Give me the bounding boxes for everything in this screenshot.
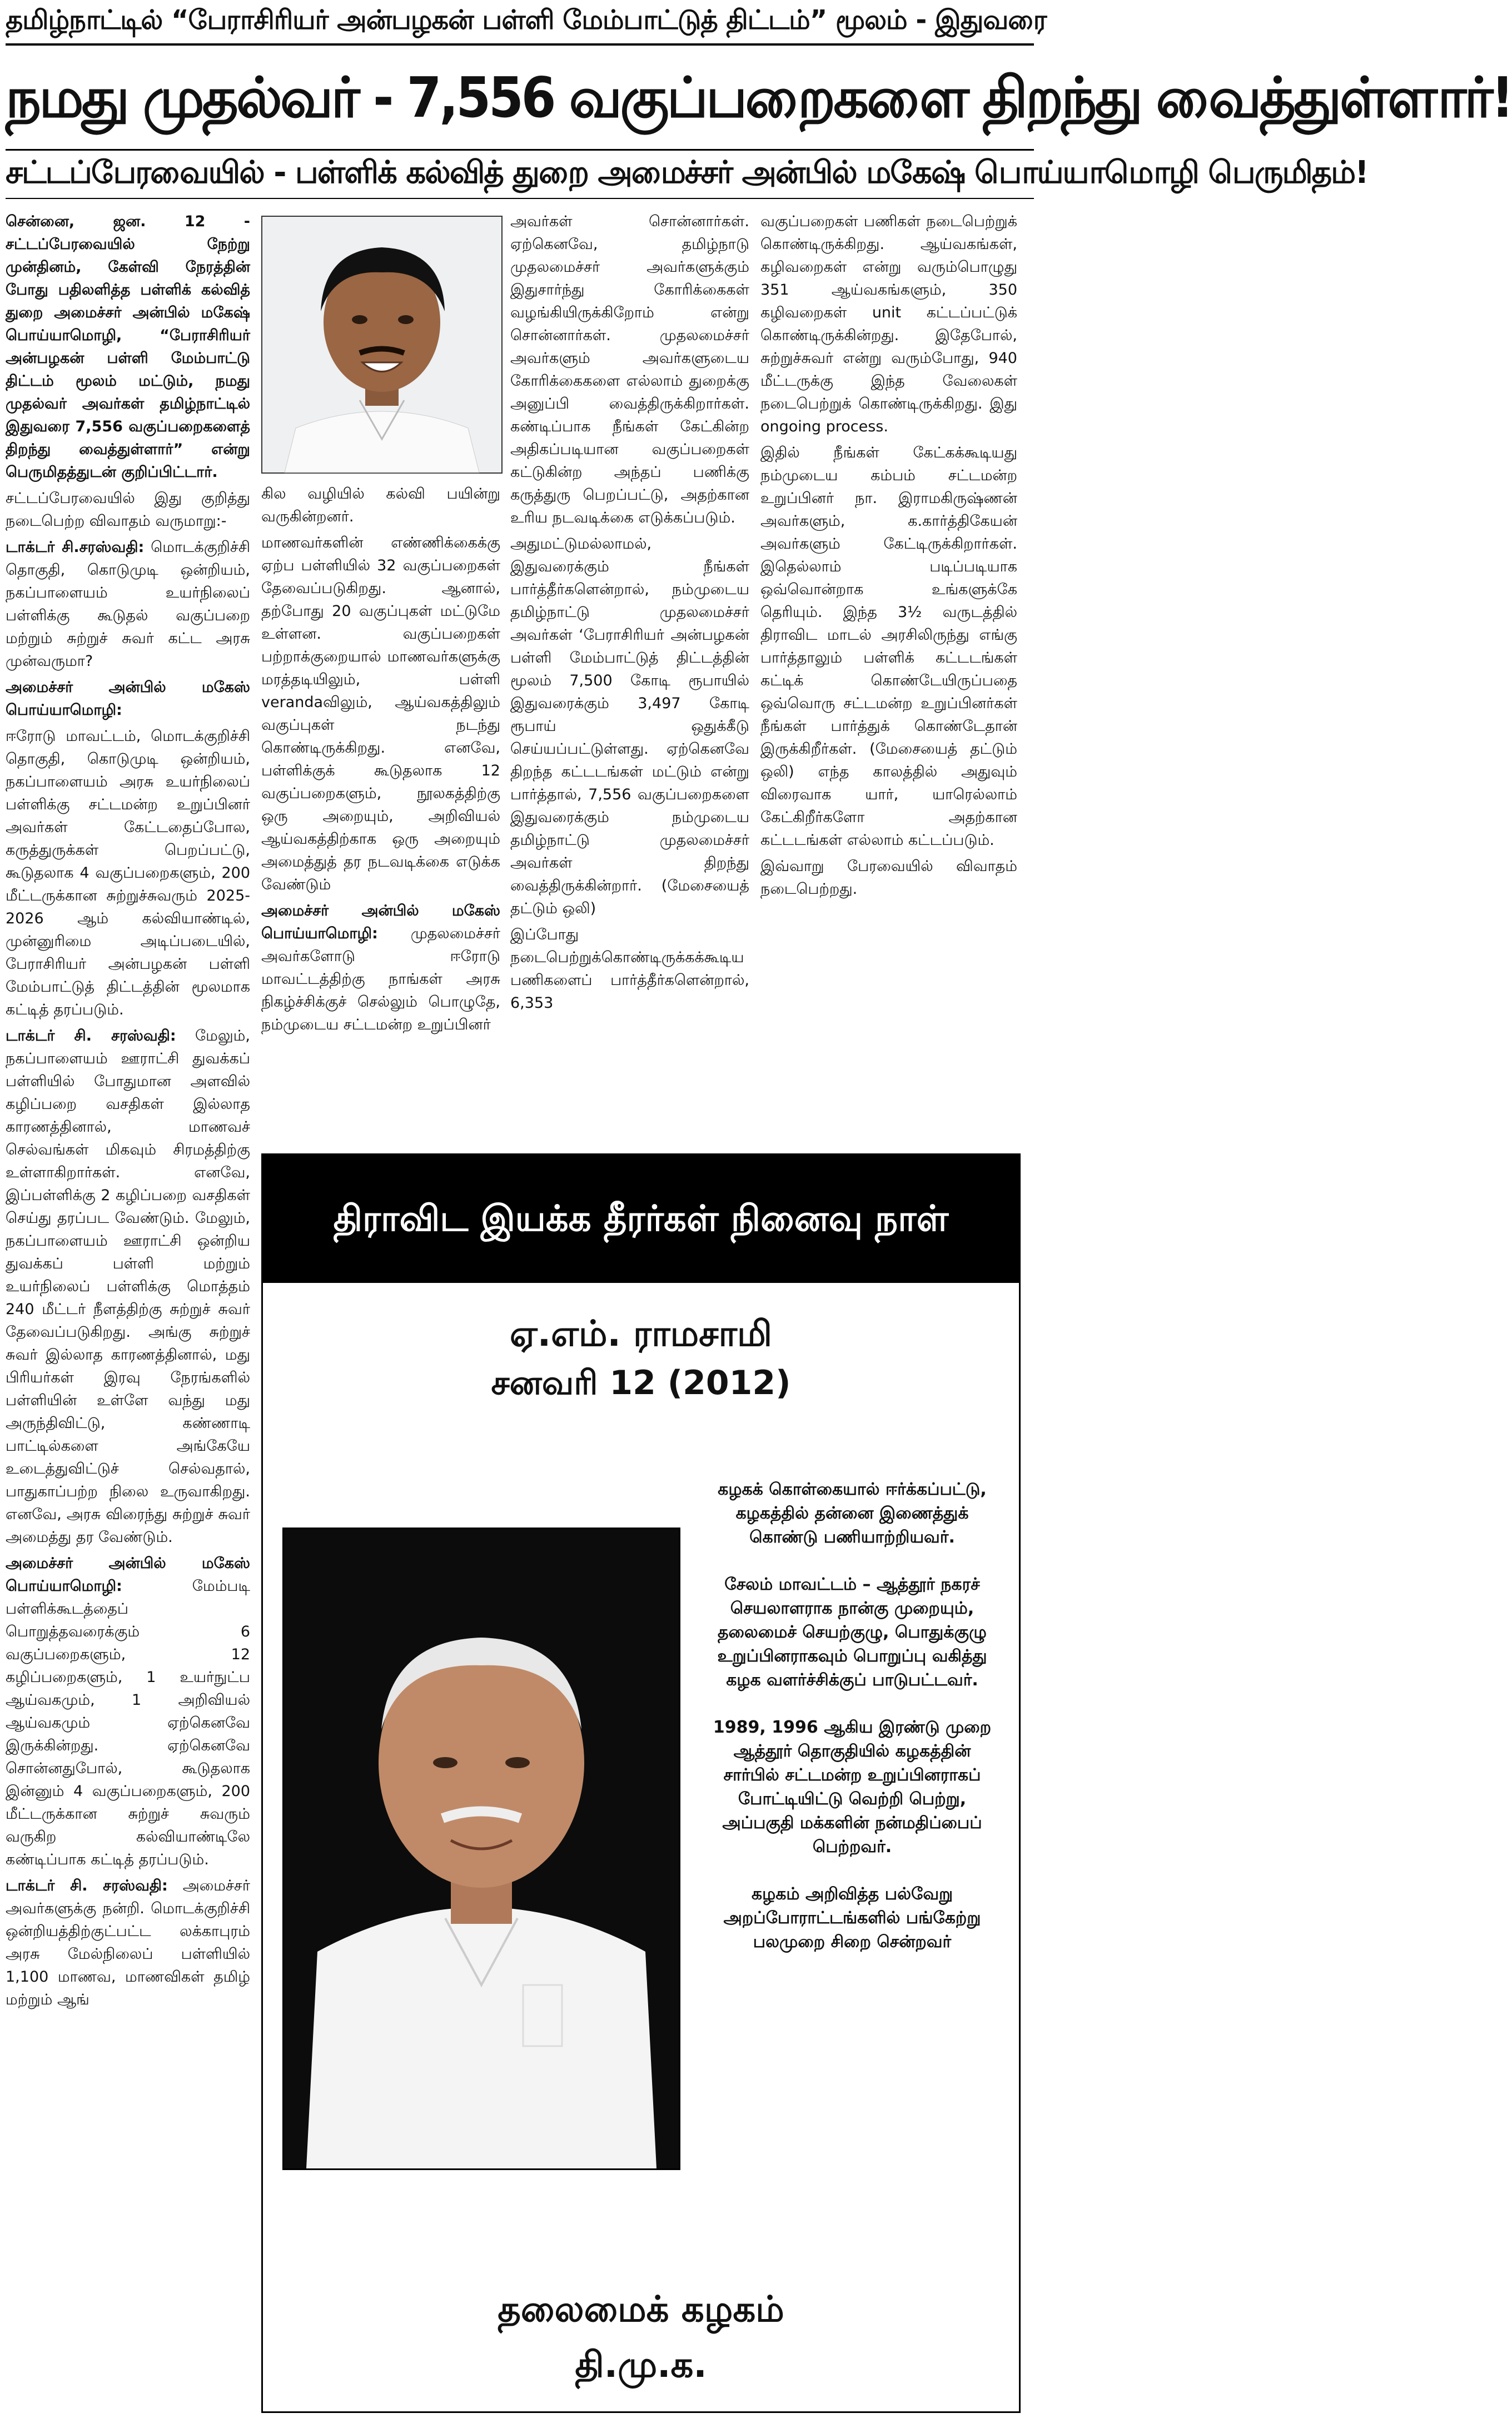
speech-text: அமைச்சர் அவர்களுக்கு நன்றி. மொடக்குறிச்சி ஒன்றியத்திற்குட்பட்ட லக்காபுரம் அரசு மேல்நிலைப் பள்ளியில் 1,100 மாணவ, மாணவிகள் தமிழ் மற்றும் ஆங் xyxy=(6,1877,250,2008)
speaker-heading: அமைச்சர் அன்பில் மகேஸ் பொய்யாமொழி: xyxy=(6,679,250,719)
speech-text: முதலமைச்சர் அவர்களோடு ஈரோடு மாவட்டத்திற்கு நாங்கள் அரசு நிகழ்ச்சிக்குச் செல்லும் பொழுதே, நம்முடைய சட்டமன்ற உறுப்பினர் xyxy=(261,925,500,1033)
article-paragraph: ஈரோடு மாவட்டம், மொடக்குறிச்சி தொகுதி, கொடுமுடி ஒன்றியம், நகப்பாளையம் அரசு உயர்நிலைப் பள்ளிக்கு சட்டமன்ற உறுப்பினர் அவர்கள் கேட்டதைப்போல, கருத்துருக்கள் பெறப்பட்டு, கூடுதலாக 4 வகுப்பறைகளும், 200 மீட்டருக்கான சுற்றுச்சுவரும் 2025-2026 ஆம் கல்வியாண்டில், முன்னுரிமை அடிப்படையில், பேராசிரியர் அன்பழகன் பள்ளி மேம்பாட்டுத் திட்டத்தின் மூலமாக கட்டித் தரப்படும். xyxy=(6,728,250,1018)
memorial-date: சனவரி 12 (2012) xyxy=(491,1364,791,1402)
speaker-name: அமைச்சர் அன்பில் மகேஸ் பொய்யாமொழி: xyxy=(261,902,500,942)
subheadline-rule xyxy=(6,198,1034,199)
speech-text: மேம்படி பள்ளிக்கூடத்தைப் பொறுத்தவரைக்கும் 6 வகுப்பறைகளும், 12 கழிப்பறைகளும், 1 உயர்நுட்ப ஆய்வகமும், 1 அறிவியல் ஆய்வகமும் ஏற்கெனவே இருக்கின்றது. ஏற்கெனவே சொன்னதுபோல், கூடுதலாக இன்னும் 4 வகுப்பறைகளும், 200 மீட்டருக்கான சுற்றுச் சுவரும் வருகிற கல்வியாண்டிலே கண்டிப்பாக கட்டித் தரப்படும். xyxy=(6,1578,250,1868)
speaker-name: அமைச்சர் அன்பில் மகேஸ் பொய்யாமொழி: xyxy=(6,1555,250,1595)
speaker-name: டாக்டர் சி. சரஸ்வதி: xyxy=(6,1877,168,1894)
lead-paragraph: சென்னை, ஜன. 12 - சட்டப்பேரவையில் நேற்று முன்தினம், கேள்வி நேரத்தின் போது பதிலளித்த பள்ளிக் கல்வித் துறை அமைச்சர் அன்பில் மகேஷ் பொய்யாமொழி, “பேராசிரியர் அன்பழகன் பள்ளி மேம்பாட்டு திட்டம் மூலம் மட்டும், நமது முதல்வர் அவர்கள் தமிழ்நாட்டில் இதுவரை 7,556 வகுப்பறைகளைத் திறந்து வைத்துள்ளார்” என்று பெருமிதத்துடன் குறிப்பிட்டார். xyxy=(6,213,250,481)
speech-paragraph xyxy=(6,1552,250,1871)
article-paragraph: இப்போது நடைபெற்றுக்கொண்டிருக்கக்கூடிய பணிகளைப் பார்த்தீர்களென்றால், 6,353 xyxy=(510,926,749,1012)
article-column-3 xyxy=(510,210,749,1144)
article-paragraph: சட்டப்பேரவையில் இது குறித்து நடைபெற்ற விவாதம் வருமாறு:- xyxy=(6,490,250,530)
speaker-name: டாக்டர் சி.சரஸ்வதி: xyxy=(6,539,145,556)
memorial-footer-party: தி.மு.க. xyxy=(575,2345,707,2386)
bio-paragraph: கழகக் கொள்கையால் ஈர்க்கப்பட்டு, கழகத்தில் தன்னை இணைத்துக் கொண்டு பணியாற்றியவர். xyxy=(718,1480,987,1547)
speech-text: மேலும், நகப்பாளையம் ஊராட்சி துவக்கப் பள்ளியில் போதுமான அளவில் கழிப்பறை வசதிகள் இல்லாத காரணத்தினால், மாணவச் செல்வங்கள் மிகவும் சிரமத்திற்கு உள்ளாகிறார்கள். எனவே, இப்பள்ளிக்கு 2 கழிப்பறை வசதிகள் செய்து தரப்பட வேண்டும். மேலும், நகப்பாளையம் ஊராட்சி ஒன்றிய துவக்கப் பள்ளி மற்றும் உயர்நிலைப் பள்ளிக்கு மொத்தம் 240 மீட்டர் நீளத்திற்கு சுற்றுச் சுவர் தேவைப்படுகிறது. அங்கு சுற்றுச் சுவர் இல்லாத காரணத்தினால், மது பிரியர்கள் இரவு நேரங்களில் பள்ளியின் உள்ளே வந்து மது அருந்திவிட்டு, கண்ணாடி பாட்டில்களை அங்கேயே உடைத்துவிட்டுச் செல்வதால், பாதுகாப்பற்ற நிலை உருவாகிறது. எனவே, அரசு விரைந்து சுற்றுச் சுவர் அமைத்து தர வேண்டும். xyxy=(6,1027,250,1546)
memorial-footer-org: தலைமைக் கழகம் xyxy=(498,2289,784,2330)
article-paragraph: இதில் நீங்கள் கேட்கக்கூடியது நம்முடைய கம்பம் சட்டமன்ற உறுப்பினர் நா. இராமகிருஷ்ணன் அவர்களும், க.கார்த்திகேயன் அவர்களும் கேட்டிருக்கிறார்கள். இதெல்லாம் படிப்படியாக ஒவ்வொன்றாக உங்களுக்கே தெரியும். இந்த 3½ வருடத்தில் திராவிட மாடல் அரசிலிருந்து எங்கு பார்த்தாலும் பள்ளிக் கட்டடங்கள் கட்டிக் கொண்டேயிருப்பதை ஒவ்வொரு சட்டமன்ற உறுப்பினர்கள் நீங்கள் பார்த்துக் கொண்டேதான் இருக்கிறீர்கள். (மேசையைத் தட்டும் ஒலி) எந்த காலத்தில் அதுவும் விரைவாக யார், யாரெல்லாம் கேட்கிறீர்களோ அதற்கான கட்டடங்கள் எல்லாம் கட்டப்படும். xyxy=(760,444,1017,849)
article-column-4 xyxy=(760,210,1017,1144)
speaker-name: டாக்டர் சி. சரஸ்வதி: xyxy=(6,1027,176,1044)
speech-paragraph xyxy=(6,1024,250,1549)
article-paragraph: அவர்கள் சொன்னார்கள். ஏற்கெனவே, தமிழ்நாடு முதலமைச்சர் அவர்களுக்கும் இதுசார்ந்து கோரிக்கைகள் வழங்கியிருக்கிறோம் என்று சொன்னார்கள். முதலமைச்சர் அவர்களும் அவர்களுடைய கோரிக்கைகளை எல்லாம் துறைக்கு அனுப்பி வைத்திருக்கிறார்கள். கண்டிப்பாக நீங்கள் கேட்கின்ற அதிகப்படியான வகுப்பறைகள் கட்டுகின்ற அந்தப் பணிக்கு கருத்துரு பெறப்பட்டு, அதற்கான உரிய நடவடிக்கை எடுக்கப்படும். xyxy=(510,213,749,526)
speech-paragraph xyxy=(6,1874,250,2011)
memorial-advertisement xyxy=(261,1153,1021,2413)
memorial-person-name: ஏ.எம். ராமசாமி xyxy=(509,1314,773,1355)
headline: நமது முதல்வர் - 7,556 வகுப்பறைகளை திறந்து வைத்துள்ளார்! xyxy=(6,65,1512,130)
article-paragraph: இவ்வாறு பேரவையில் விவாதம் நடைபெற்றது. xyxy=(760,858,1017,898)
speech-text: மொடக்குறிச்சி தொகுதி, கொடுமுடி ஒன்றியம், நகப்பாளையம் உயர்நிலைப் பள்ளிக்கு கூடுதல் வகுப்பறை மற்றும் சுற்றுச் சுவர் கட்ட அரசு முன்வருமா? xyxy=(6,539,250,670)
bio-paragraph: 1989, 1996 ஆகிய இரண்டு முறை ஆத்தூர் தொகுதியில் கழகத்தின் சார்பில் சட்டமன்ற உறுப்பினராகப் போட்டியிட்டு வெற்றி பெற்று, அப்பகுதி மக்களின் நன்மதிப்பைப் பெற்றவர். xyxy=(713,1718,992,1857)
memorial-portrait-image xyxy=(284,1529,679,2168)
article-column-1 xyxy=(6,210,250,2412)
article-paragraph: அதுமட்டுமல்லாமல், இதுவரைக்கும் நீங்கள் பார்த்தீர்களென்றால், நம்முடைய தமிழ்நாட்டு முதலமைச்சர் அவர்கள் ‘பேராசிரியர் அன்பழகன் பள்ளி மேம்பாட்டுத் திட்டத்தின் மூலம் 7,500 கோடி ரூபாயில் இதுவரைக்கும் 3,497 கோடி ரூபாய் ஒதுக்கீடு செய்யப்பட்டுள்ளது. ஏற்கெனவே திறந்த கட்டடங்கள் மட்டும் என்று பார்த்தால், 7,556 வகுப்பறைகளை இதுவரைக்கும் நம்முடைய தமிழ்நாட்டு முதலமைச்சர் அவர்கள் திறந்து வைத்திருக்கின்றார். (மேசையைத் தட்டும் ஒலி) xyxy=(510,535,749,917)
article-paragraph: வகுப்பறைகள் பணிகள் நடைபெற்றுக் கொண்டிருக்கிறது. ஆய்வகங்கள், கழிவறைகள் என்று வரும்பொழுது 351 ஆய்வகங்களும், 350 கழிவறைகள் unit கட்டப்பட்டுக் கொண்டிருக்கின்றது. இதேபோல், சுற்றுச்சுவர் என்று வரும்போது, 940 மீட்டருக்கு இந்த வேலைகள் நடைபெற்றுக் கொண்டிருக்கிறது. இது ongoing process. xyxy=(760,213,1017,435)
minister-portrait-image xyxy=(262,217,501,472)
memorial-portrait xyxy=(282,1528,680,2170)
article-paragraph: மாணவர்களின் எண்ணிக்கைக்கு ஏற்ப பள்ளியில் 32 வகுப்பறைகள் தேவைப்படுகிறது. ஆனால், தற்போது 20 வகுப்புகள் மட்டுமே உள்ளன. வகுப்பறைகள் பற்றாக்குறையால் மாணவர்களுக்கு மரத்தடியிலும், பள்ளி verandaவிலும், ஆய்வகத்திலும் வகுப்புகள் நடந்து கொண்டிருக்கிறது. எனவே, பள்ளிக்குக் கூடுதலாக 12 வகுப்பறைகளும், நூலகத்திற்கு ஒரு அறையும், அறிவியல் ஆய்வகத்திற்காக ஒரு அறையும் அமைத்துத் தர நடவடிக்கை எடுக்க வேண்டும் xyxy=(261,534,500,893)
bio-paragraph: கழகம் அறிவித்த பல்வேறு அறப்போராட்டங்களில் பங்கேற்று பலமுறை சிறை சென்றவர் xyxy=(723,1884,981,1952)
memorial-title-band: திராவிட இயக்க தீரர்கள் நினைவு நாள் xyxy=(263,1155,1019,1283)
minister-photo xyxy=(261,216,503,474)
kicker-line: தமிழ்நாட்டில் “பேராசிரியர் அன்பழகன் பள்ளி மேம்பாட்டுத் திட்டம்” மூலம் - இதுவரை xyxy=(6,4,1047,36)
headline-rule xyxy=(6,149,1034,151)
subheadline: சட்டப்பேரவையில் - பள்ளிக் கல்வித் துறை அமைச்சர் அன்பில் மகேஷ் பொய்யாமொழி பெருமிதம்! xyxy=(6,155,1368,191)
speech-paragraph xyxy=(261,899,500,1036)
bio-paragraph: சேலம் மாவட்டம் – ஆத்தூர் நகரச் செயலாளராக நான்கு முறையும், தலைமைச் செயற்குழு, பொதுக்குழு உறுப்பினராகவும் பொறுப்பு வகித்து கழக வளர்ச்சிக்குப் பாடுபட்டவர். xyxy=(717,1575,987,1690)
article-paragraph: கில வழியில் கல்வி பயின்று வருகின்றனர். xyxy=(261,485,500,525)
article-column-2 xyxy=(261,482,500,1144)
top-rule xyxy=(6,43,1034,46)
speech-paragraph xyxy=(6,536,250,673)
memorial-biography xyxy=(708,1477,997,1977)
